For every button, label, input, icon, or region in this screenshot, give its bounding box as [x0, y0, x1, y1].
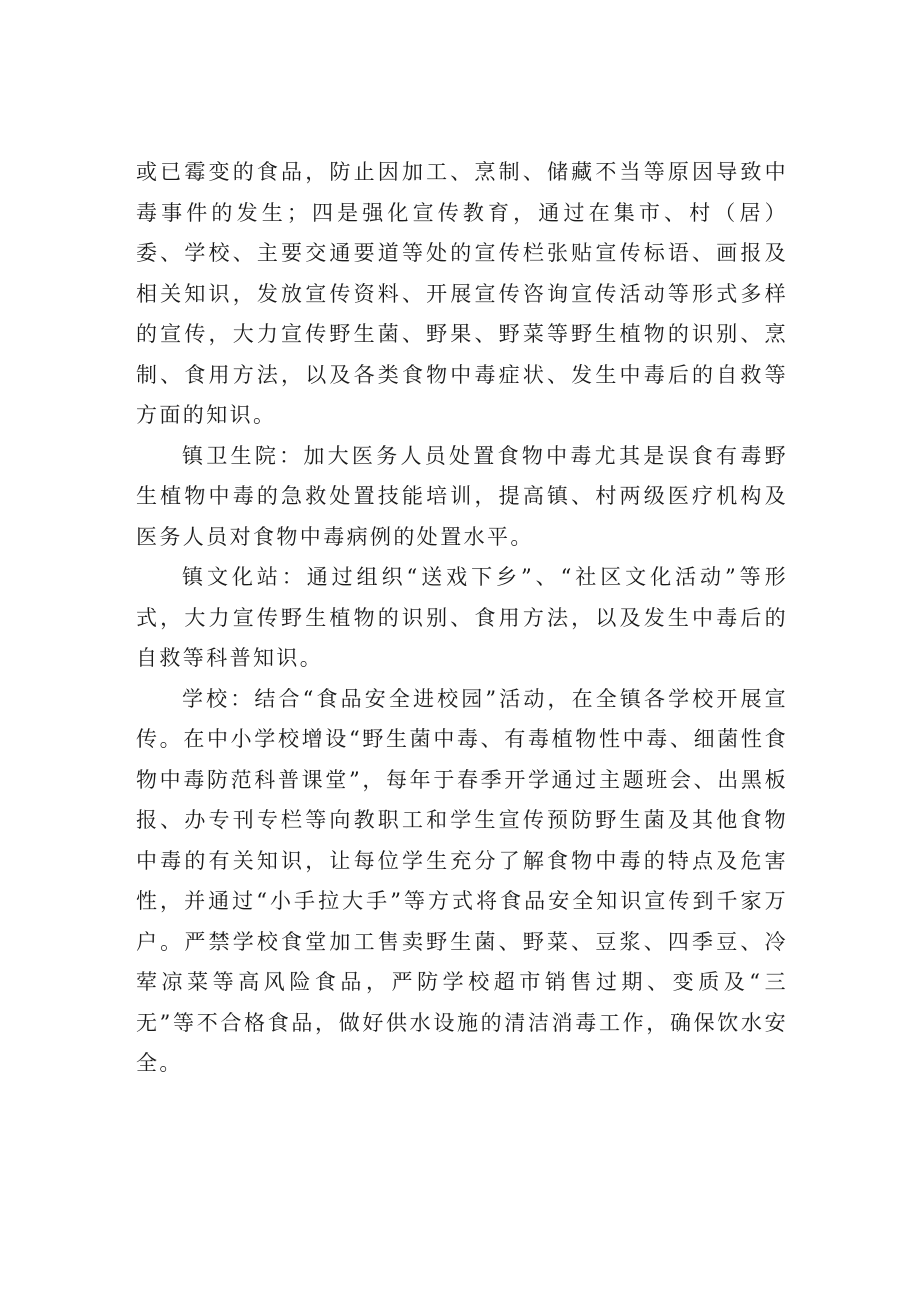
document-body	[136, 152, 788, 1084]
paragraph-schools: 学校：结合“食品安全进校园”活动，在全镇各学校开展宣传。在中小学校增设“野生菌中毒、有毒植物性中毒、细菌性食物中毒防范科普课堂”，每年于春季开学通过主题班会、出黑板报、办专刊专栏等向教职工和学生宣传预防野生菌及其他食物中毒的有关知识，让每位学生充分了解食物中毒的特点及危害性，并通过“小手拉大手”等方式将食品安全知识宣传到千家万户。严禁学校食堂加工售卖野生菌、野菜、豆浆、四季豆、冷荤凉菜等高风险食品，严防学校超市销售过期、变质及“三无”等不合格食品，做好供水设施的清洁消毒工作，确保饮水安全。	[136, 686, 788, 1075]
paragraph-food-safety-publicity: 或已霉变的食品，防止因加工、烹制、储藏不当等原因导致中毒事件的发生；四是强化宣传教育，通过在集市、村（居）委、学校、主要交通要道等处的宣传栏张贴宣传标语、画报及相关知识，发放宣传资料、开展宣传咨询宣传活动等形式多样的宣传，大力宣传野生菌、野果、野菜等野生植物的识别、烹制、食用方法，以及各类食物中毒症状、发生中毒后的自救等方面的知识。	[136, 160, 788, 427]
paragraph-township-culture-station: 镇文化站：通过组织“送戏下乡”、“社区文化活动”等形式，大力宣传野生植物的识别、食用方法，以及发生中毒后的自救等科普知识。	[136, 565, 788, 670]
paragraph-township-health-center: 镇卫生院：加大医务人员处置食物中毒尤其是误食有毒野生植物中毒的急救处置技能培训，提高镇、村两级医疗机构及医务人员对食物中毒病例的处置水平。	[136, 443, 788, 549]
